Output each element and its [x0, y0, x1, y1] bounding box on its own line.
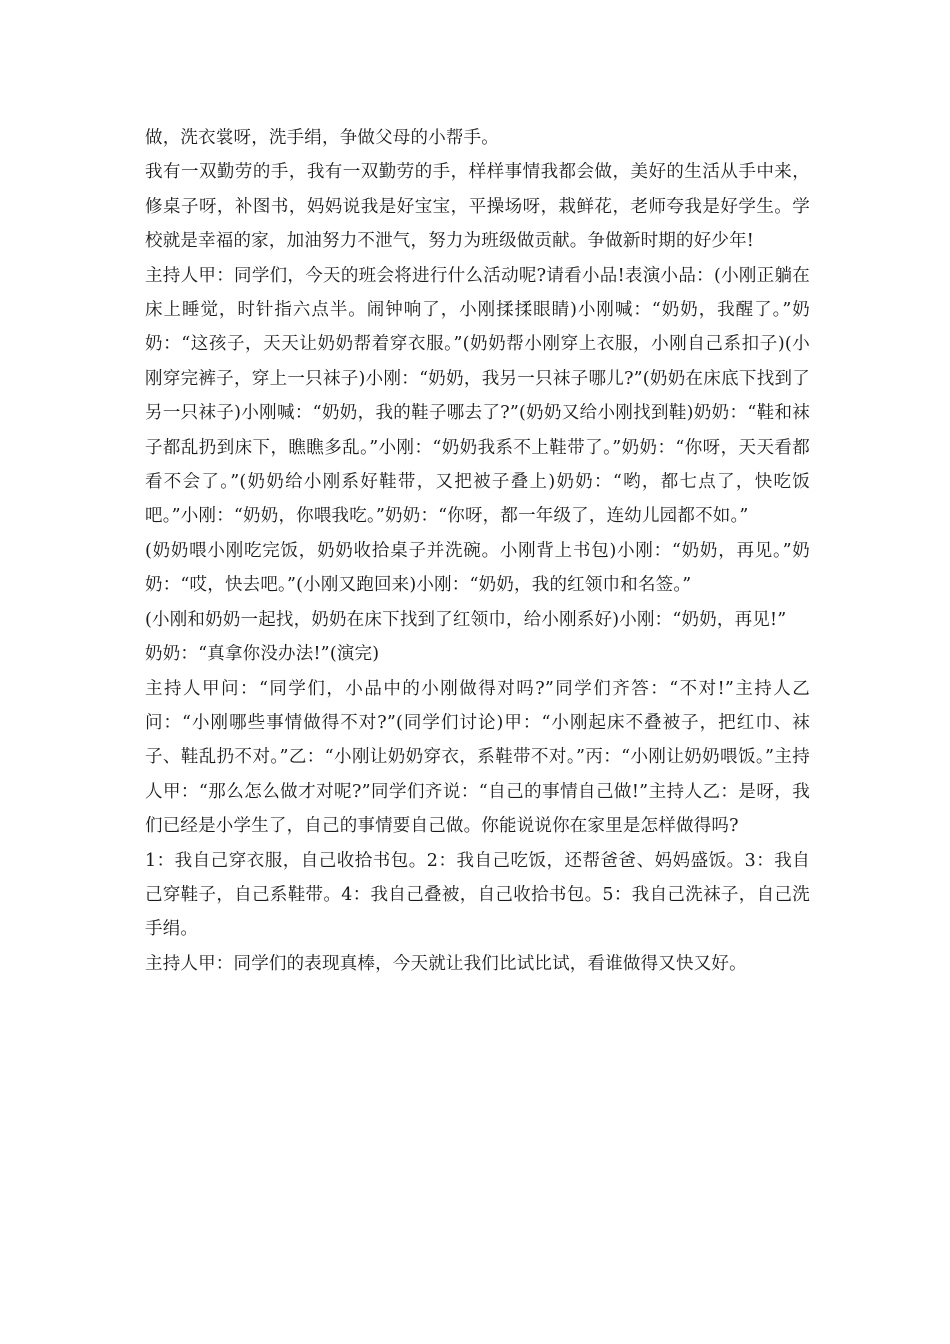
paragraph-discussion: 主持人甲问：“同学们，小品中的小刚做得对吗?”同学们齐答：“不对!”主持人乙问：“小刚哪些事情做得不对?”(同学们讨论)甲：“小刚起床不叠被子，把红巾、袜子、鞋乱扔不对。”乙：“小刚让奶奶穿衣，系鞋带不对。”丙：“小刚让奶奶喂饭。”主持人甲：“那么怎么做才对呢?”同学们齐说：“自己的事情自己做!”主持人乙：是呀，我们已经是小学生了，自己的事情要自己做。你能说说你在家里是怎样做得吗? — [145, 678, 810, 837]
paragraph-song-ending: 做，洗衣裳呀，洗手绢，争做父母的小帮手。 — [145, 128, 499, 148]
paragraph-skit-part-2: (奶奶喂小刚吃完饭，奶奶收拾桌子并洗碗。小刚背上书包)小刚：“奶奶，再见。”奶奶：“哎，快去吧。”(小刚又跑回来)小刚：“奶奶，我的红领巾和名签。” — [145, 540, 810, 596]
paragraph-student-answers: 1：我自己穿衣服，自己收拾书包。2：我自己吃饭，还帮爸爸、妈妈盛饭。3：我自己穿鞋子，自己系鞋带。4：我自己叠被，自己收拾书包。5：我自己洗袜子，自己洗手绢。 — [145, 850, 810, 940]
paragraph-skit-part-1: 主持人甲：同学们，今天的班会将进行什么活动呢?请看小品!表演小品：(小刚正躺在床上睡觉，时针指六点半。闹钟响了，小刚揉揉眼睛)小刚喊：“奶奶，我醒了。”奶奶：“这孩子，天天让奶奶帮着穿衣服。”(奶奶帮小刚穿上衣服，小刚自己系扣子)(小刚穿完裤子，穿上一只袜子)小刚：“奶奶，我另一只袜子哪儿?”(奶奶在床底下找到了另一只袜子)小刚喊：“奶奶，我的鞋子哪去了?”(奶奶又给小刚找到鞋)奶奶：“鞋和袜子都乱扔到床下，瞧瞧多乱。”小刚：“奶奶我系不上鞋带了。”奶奶：“你呀，天天看都看不会了。”(奶奶给小刚系好鞋带，又把被子叠上)奶奶：“哟，都七点了，快吃饭吧。”小刚：“奶奶，你喂我吃。”奶奶：“你呀，都一年级了，连幼儿园都不如。” — [145, 265, 810, 527]
paragraph-competition-intro: 主持人甲：同学们的表现真棒，今天就让我们比试比试，看谁做得又快又好。 — [145, 953, 747, 974]
paragraph-skit-part-3: (小刚和奶奶一起找，奶奶在床下找到了红领巾，给小刚系好)小刚：“奶奶，再见!” — [145, 609, 787, 630]
document-body — [145, 121, 810, 981]
paragraph-skit-end: 奶奶：“真拿你没办法!”(演完) — [145, 644, 380, 665]
paragraph-song-lyrics: 我有一双勤劳的手，我有一双勤劳的手，样样事情我都会做，美好的生活从手中来，修桌子呀，补图书，妈妈说我是好宝宝，平操场呀，栽鲜花，老师夸我是好学生。学校就是幸福的家，加油努力不泄气，努力为班级做贡献。争做新时期的好少年! — [145, 162, 810, 252]
